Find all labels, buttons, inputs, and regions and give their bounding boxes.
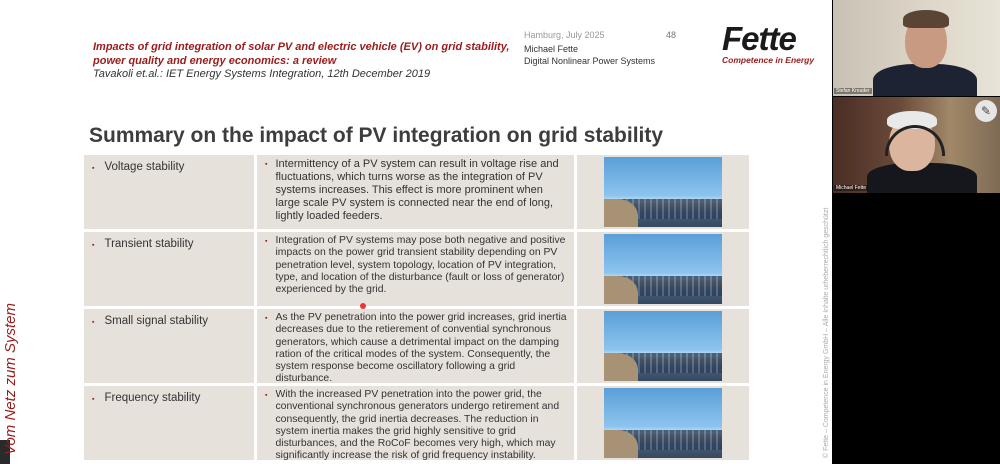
topic-cell (84, 232, 254, 306)
reference-title (93, 41, 513, 68)
bullet-icon: ▪ (92, 396, 95, 403)
solar-farm-photo (604, 157, 722, 227)
stability-table (84, 155, 749, 463)
bullet-icon: ▪ (265, 238, 268, 245)
fette-logo (722, 22, 826, 65)
reference-title-line2: power quality and energy economics: a review (93, 54, 337, 67)
topic-label: Frequency stability (104, 392, 201, 404)
topic-label: Small signal stability (104, 315, 209, 327)
slide-organization: Digital Nonlinear Power Systems (524, 56, 656, 66)
laser-pointer-dot (360, 303, 366, 309)
description-cell (257, 232, 574, 306)
topic-cell (84, 155, 254, 229)
description-text: Integration of PV systems may pose both negative and positive impacts on the power grid transient stability depending on PV penetration level, system topology, location of PV integration, type, and location of the disturbance (fault or loss of generator) experienced by the grid. (275, 235, 566, 296)
topic-label: Transient stability (104, 238, 194, 250)
table-row (84, 232, 749, 306)
reference-title-line1: Impacts of grid integration of solar PV and electric vehicle (EV) on grid stability, (93, 41, 510, 53)
logo-tagline: Competence in Energy (722, 55, 815, 65)
image-cell (577, 309, 749, 383)
participant-figure (873, 64, 977, 96)
image-cell (577, 386, 749, 460)
table-row (84, 309, 749, 383)
solar-farm-photo (604, 388, 722, 458)
topic-label: Voltage stability (104, 161, 185, 173)
solar-farm-photo (604, 234, 722, 304)
copyright-notice: © Fette – Competence in Energy GmbH – Alle Inhalte urheberrechtlich geschützt (823, 207, 830, 458)
side-slogan: Vom Netz zum System (2, 303, 19, 455)
solar-farm-photo (604, 311, 722, 381)
description-cell (257, 386, 574, 460)
table-row (84, 386, 749, 460)
bullet-icon: ▪ (265, 161, 268, 168)
bullet-icon: ▪ (92, 165, 95, 172)
image-cell (577, 155, 749, 229)
table-row (84, 155, 749, 229)
bullet-icon: ▪ (265, 315, 268, 322)
pencil-icon: ✎ (980, 104, 992, 118)
description-cell (257, 309, 574, 383)
description-cell (257, 155, 574, 229)
bullet-icon: ▪ (92, 242, 95, 249)
participant-hair (903, 10, 949, 28)
slide-title: Summary on the impact of PV integration on grid stability (89, 124, 664, 147)
slide-page-number: 48 (666, 30, 677, 40)
annotate-pencil-button[interactable] (975, 100, 997, 122)
participant-video-tile[interactable] (833, 0, 1000, 96)
participant-name: Michael Fette (836, 185, 867, 191)
bullet-icon: ▪ (265, 392, 268, 399)
slide-date: Hamburg, July 2025 (524, 30, 605, 40)
logo-wordmark: Fette (722, 20, 796, 57)
topic-cell (84, 309, 254, 383)
slide-author: Michael Fette (524, 44, 579, 54)
bullet-icon: ▪ (92, 319, 95, 326)
description-text: With the increased PV penetration into the power grid, the conventional synchronous generators undergo retirement and consequently, the grid inertia decreases. The reduction in system inertia makes the grid highly sensitive to grid disturbances, and the RoCoF becomes very high, which may significantly increase the risk of grid frequency instability. (275, 389, 560, 462)
reference-citation: Tavakoli et.al.: IET Energy Systems Integration, 12th December 2019 (93, 68, 431, 80)
image-cell (577, 232, 749, 306)
description-text: Intermittency of a PV system can result in voltage rise and fluctuations, which turns worse as the integration of PV systems increases. This effect is more prominent when large scale PV system is connected near the end of long, lightly loaded feeders. (275, 158, 559, 222)
description-text: As the PV penetration into the power grid increases, grid inertia decreases due to the retierement of convential synchronous generators, which cause a detrimental impact on the damping ration of the critical modes of the system. Consequently, the system response become oscillatory following a grid disturbance. (275, 312, 567, 385)
participant-name: Stefan Kreuder (836, 88, 870, 94)
topic-cell (84, 386, 254, 460)
